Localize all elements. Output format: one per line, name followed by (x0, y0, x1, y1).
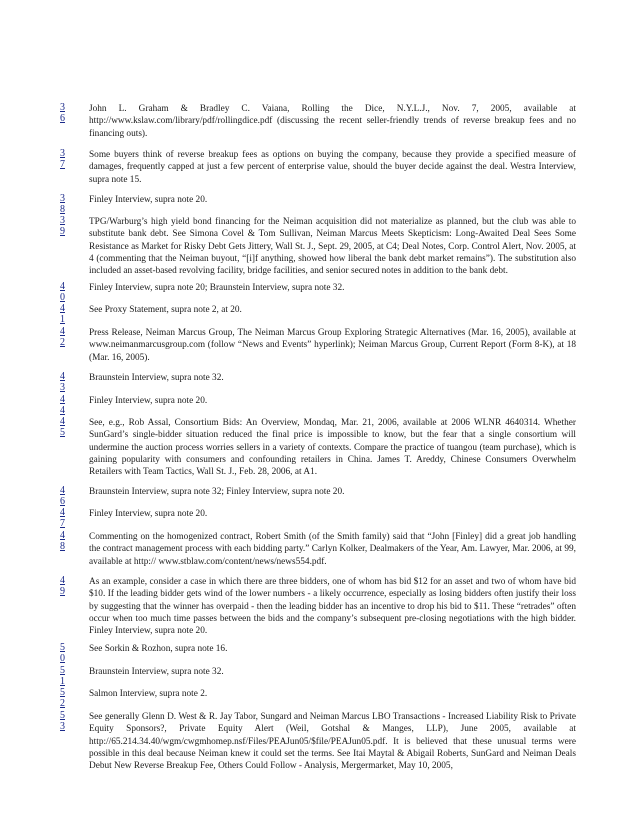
footnote-number-link[interactable]: 3 9 (60, 215, 65, 237)
footnote-text: John L. Graham & Bradley C. Vaiana, Rolling the Dice, N.Y.L.J., Nov. 7, 2005, available at http://www.kslaw.com/library/pdf/rollingdice.pdf (discussing the recent seller-friendly trends of reverse breakup fees and no financing outs). (89, 104, 576, 139)
footnote-number-link[interactable]: 3 8 (60, 193, 65, 215)
footnote-number-link[interactable]: 4 5 (60, 416, 65, 438)
footnote-number-link[interactable]: 4 3 (60, 371, 65, 393)
footnote-text: See, e.g., Rob Assal, Consortium Bids: An Overview, Mondaq, Mar. 21, 2006, available at 2006 WLNR 4640314. Whether SunGard’s single-bidder situation reduced the final price is impossible to know, but the fear that a single consortium will undermine the auction process worries sellers in a variety of contexts. Compare the practice of tuangou (team purchase), which is gaining popularity with consumers and confounding retailers in China. James T. Areddy, Chinese Consumers Overwhelm Retailers with Team Tactics, Wall St. J., Feb. 28, 2006, at A1. (89, 418, 576, 478)
footnote-text: Finley Interview, supra note 20; Braunstein Interview, supra note 32. (89, 283, 345, 293)
footnote-number-link[interactable]: 4 1 (60, 303, 65, 325)
footnote-text: Commenting on the homogenized contract, Robert Smith (of the Smith family) said that “John [Finley] did a great job handling the contract management process with each bidding party.” Carlyn Kolker, Dealmakers of the Year, Am. Lawyer, Mar. 2006, at 99, available at http:// www.stblaw.com/content/news/news554.pdf. (89, 532, 576, 567)
footnote-text: See generally Glenn D. West & R. Jay Tabor, Sungard and Neiman Marcus LBO Transactions - Increased Liability Risk to Private Equity Sponsors?, Private Equity Alert (Weil, Gotshal & Manges, LLP), June 2005, available at http://65.214.34.40/wgm/cwgmhomep.nsf/Files/PEAJun05/$file/PEAJun05.pdf. It is believed that these unusual terms were possible in this deal because Neiman knew it could set the terms. See Itai Maytal & Abigail Roberts, SunGard and Neiman Deals Debut New Reverse Breakup Fee, Others Could Follow - Analysis, Mergermarket, May 10, 2005, (89, 712, 576, 772)
footnote-number-link[interactable]: 4 2 (60, 326, 65, 348)
footnote-number-link[interactable]: 4 6 (60, 485, 65, 507)
footnote-number-link[interactable]: 3 6 (60, 102, 65, 124)
footnote-number-link[interactable]: 5 1 (60, 665, 65, 687)
footnote-text: Salmon Interview, supra note 2. (89, 689, 208, 699)
footnote-text: Finley Interview, supra note 20. (89, 396, 208, 406)
footnote-number-link[interactable]: 5 0 (60, 642, 65, 664)
footnote-number-link[interactable]: 4 9 (60, 575, 65, 597)
footnote-text: Some buyers think of reverse breakup fees as options on buying the company, because they provide a specified measure of damages, frequently capped at just a few percent of enterprise value, should the buyer decide against the deal. Westra Interview, supra note 15. (89, 150, 576, 185)
footnote-text: Press Release, Neiman Marcus Group, The Neiman Marcus Group Exploring Strategic Alternatives (Mar. 16, 2005), available at www.neimanmarcusgroup.com (follow “News and Events” hyperlink); Neiman Marcus Group, Current Report (Form 8-K), at 18 (Mar. 16, 2005). (89, 328, 576, 363)
footnote-text: TPG/Warburg’s high yield bond financing for the Neiman acquisition did not materialize as planned, but the club was able to substitute bank debt. See Simona Covel & Tom Sullivan, Neiman Marcus Meets Skepticism: Long-Awaited Deal Sees Some Resistance as Market for Risky Debt Gets Jittery, Wall St. J., Sept. 29, 2005, at C4; Deal Notes, Corp. Control Alert, Nov. 2005, at 4 (commenting that the Neiman buyout, “[i]f anything, showed how liberal the bank debt market remains”). The substitution also included an asset-based revolving facility, bridge facilities, and senior secured notes in addition to the bank debt. (89, 217, 576, 277)
footnote-text: Braunstein Interview, supra note 32; Finley Interview, supra note 20. (89, 487, 345, 497)
footnote-number-link[interactable]: 5 2 (60, 687, 65, 709)
footnote-text: See Sorkin & Rozhon, supra note 16. (89, 644, 228, 654)
footnote-number-link[interactable]: 3 7 (60, 148, 65, 170)
footnote-number-link[interactable]: 5 3 (60, 710, 65, 732)
footnote-text: As an example, consider a case in which there are three bidders, one of whom has bid $12 for an asset and two of whom have bid $10. If the leading bidder gets wind of the lower numbers - a likely occurrence, especially as losing bidders often justify their loss by suggesting that the winner has overpaid - then the leading bidder has an incentive to drop his bid to $11. These “retrades” often occur when too much time passes between the bids and the company’s subsequent pre-closing negotiations with the high bidder. Finley Interview, supra note 20. (89, 577, 576, 637)
footnote-text: See Proxy Statement, supra note 2, at 20. (89, 305, 242, 315)
footnote-number-link[interactable]: 4 4 (60, 394, 65, 416)
footnote-number-link[interactable]: 4 0 (60, 281, 65, 303)
footnote-number-link[interactable]: 4 7 (60, 507, 65, 529)
footnote-number-link[interactable]: 4 8 (60, 530, 65, 552)
footnote-text: Braunstein Interview, supra note 32. (89, 373, 224, 383)
footnote-text: Braunstein Interview, supra note 32. (89, 667, 224, 677)
footnote-text: Finley Interview, supra note 20. (89, 509, 208, 519)
footnote-text: Finley Interview, supra note 20. (89, 195, 208, 205)
